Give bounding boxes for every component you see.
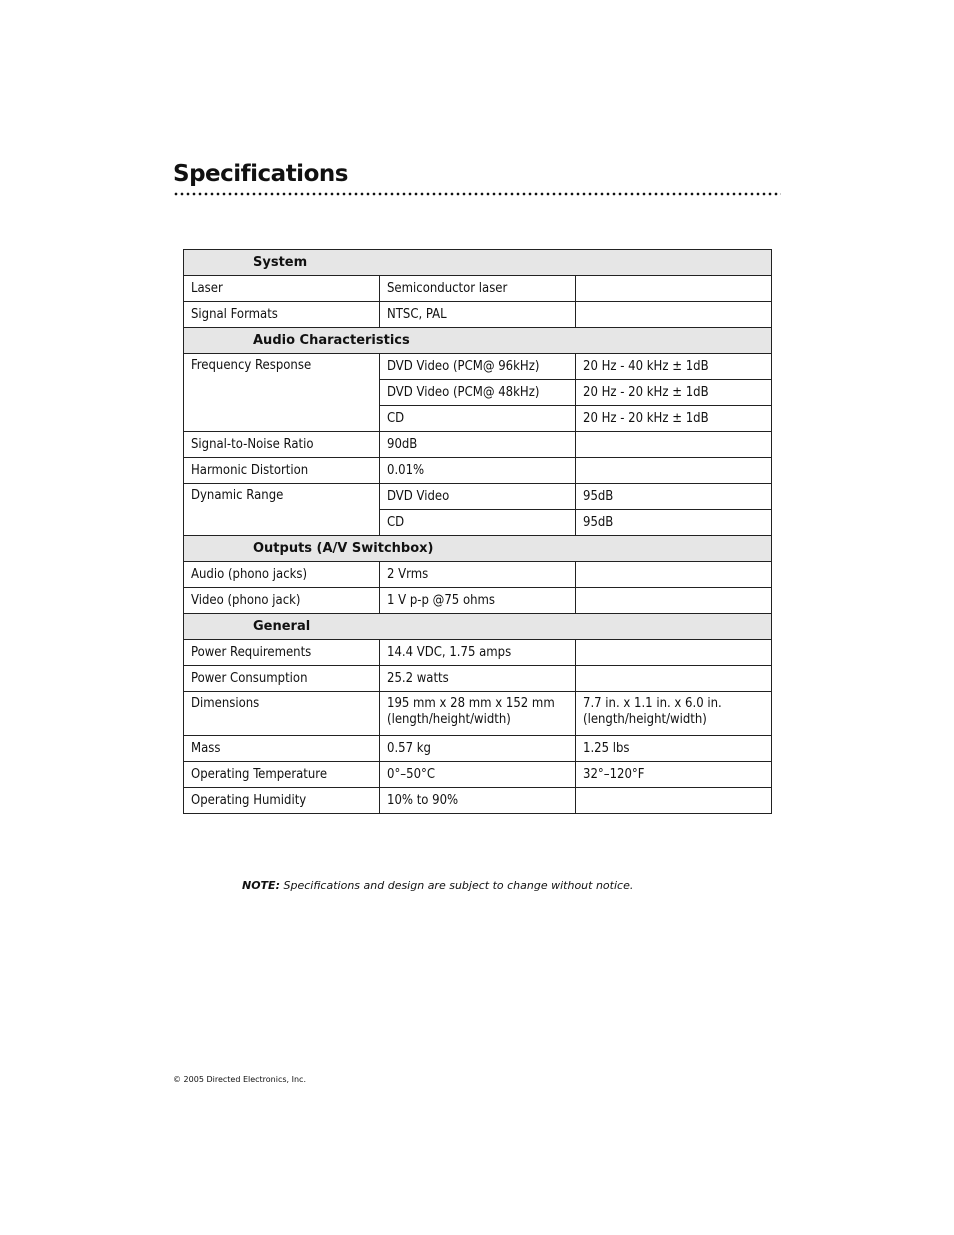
table-row: [184, 302, 772, 328]
section-label: General: [184, 614, 772, 640]
note-text: Specifications and design are subject to change without notice.: [283, 879, 634, 892]
spec-name: Audio (phono jacks): [184, 562, 380, 588]
spec-value-metric: 0.57 kg: [380, 736, 576, 762]
table-row: [184, 788, 772, 814]
dimensions-imperial-caption: (length/height/width): [583, 712, 707, 727]
spec-value: 25.2 watts: [380, 666, 576, 692]
spec-name: Signal-to-Noise Ratio: [184, 432, 380, 458]
spec-value: 20 Hz - 20 kHz ± 1dB: [576, 380, 772, 406]
table-row: [184, 484, 772, 510]
spec-name: Harmonic Distortion: [184, 458, 380, 484]
spec-name: Operating Temperature: [184, 762, 380, 788]
dimensions-metric-caption: (length/height/width): [387, 712, 511, 727]
spec-empty: [576, 788, 772, 814]
page-title: Specifications: [173, 161, 348, 187]
spec-empty: [576, 458, 772, 484]
spec-source: CD: [380, 510, 576, 536]
table-row: [184, 762, 772, 788]
section-header-general: [184, 614, 772, 640]
spec-value-imperial: 1.25 lbs: [576, 736, 772, 762]
spec-name: Operating Humidity: [184, 788, 380, 814]
spec-name: Laser: [184, 276, 380, 302]
note-label: NOTE:: [242, 879, 280, 892]
spec-empty: [576, 276, 772, 302]
section-label: Audio Characteristics: [184, 328, 772, 354]
copyright: © 2005 Directed Electronics, Inc.: [173, 1075, 306, 1084]
spec-source: DVD Video (PCM@ 48kHz): [380, 380, 576, 406]
section-header-system: [184, 250, 772, 276]
spec-value: 14.4 VDC, 1.75 amps: [380, 640, 576, 666]
table-row: [184, 692, 772, 736]
spec-value-metric: [380, 692, 576, 736]
table-row: [184, 562, 772, 588]
table-row: [184, 276, 772, 302]
spec-name: Dimensions: [184, 692, 380, 736]
specifications-table: [183, 249, 772, 814]
note: [242, 879, 633, 892]
spec-value: 20 Hz - 40 kHz ± 1dB: [576, 354, 772, 380]
spec-empty: [576, 432, 772, 458]
spec-value: 2 Vrms: [380, 562, 576, 588]
table-row: [184, 354, 772, 380]
spec-name: Signal Formats: [184, 302, 380, 328]
spec-value: 95dB: [576, 484, 772, 510]
spec-name: Frequency Response: [184, 354, 380, 432]
spec-source: DVD Video: [380, 484, 576, 510]
spec-empty: [576, 302, 772, 328]
spec-name: Video (phono jack): [184, 588, 380, 614]
spec-name: Power Requirements: [184, 640, 380, 666]
section-label: System: [184, 250, 772, 276]
spec-value: 20 Hz - 20 kHz ± 1dB: [576, 406, 772, 432]
table-row: [184, 640, 772, 666]
spec-value: Semiconductor laser: [380, 276, 576, 302]
spec-value-imperial: 32°–120°F: [576, 762, 772, 788]
section-header-outputs: [184, 536, 772, 562]
spec-empty: [576, 640, 772, 666]
spec-empty: [576, 666, 772, 692]
table-row: [184, 736, 772, 762]
spec-value: NTSC, PAL: [380, 302, 576, 328]
spec-value: 10% to 90%: [380, 788, 576, 814]
spec-value: 95dB: [576, 510, 772, 536]
table-row: [184, 432, 772, 458]
spec-value-imperial: [576, 692, 772, 736]
spec-value: 1 V p-p @75 ohms: [380, 588, 576, 614]
table-row: [184, 458, 772, 484]
spec-value: 90dB: [380, 432, 576, 458]
spec-empty: [576, 588, 772, 614]
section-header-audio: [184, 328, 772, 354]
dimensions-metric-line: 195 mm x 28 mm x 152 mm: [387, 696, 555, 711]
title-dotted-rule: [173, 192, 781, 196]
spec-value-metric: 0°–50°C: [380, 762, 576, 788]
dimensions-imperial-line: 7.7 in. x 1.1 in. x 6.0 in.: [583, 696, 722, 711]
spec-name: Power Consumption: [184, 666, 380, 692]
spec-source: CD: [380, 406, 576, 432]
table-row: [184, 588, 772, 614]
spec-empty: [576, 562, 772, 588]
table-row: [184, 666, 772, 692]
spec-value: 0.01%: [380, 458, 576, 484]
spec-source: DVD Video (PCM@ 96kHz): [380, 354, 576, 380]
spec-name: Mass: [184, 736, 380, 762]
section-label: Outputs (A/V Switchbox): [184, 536, 772, 562]
spec-name: Dynamic Range: [184, 484, 380, 536]
